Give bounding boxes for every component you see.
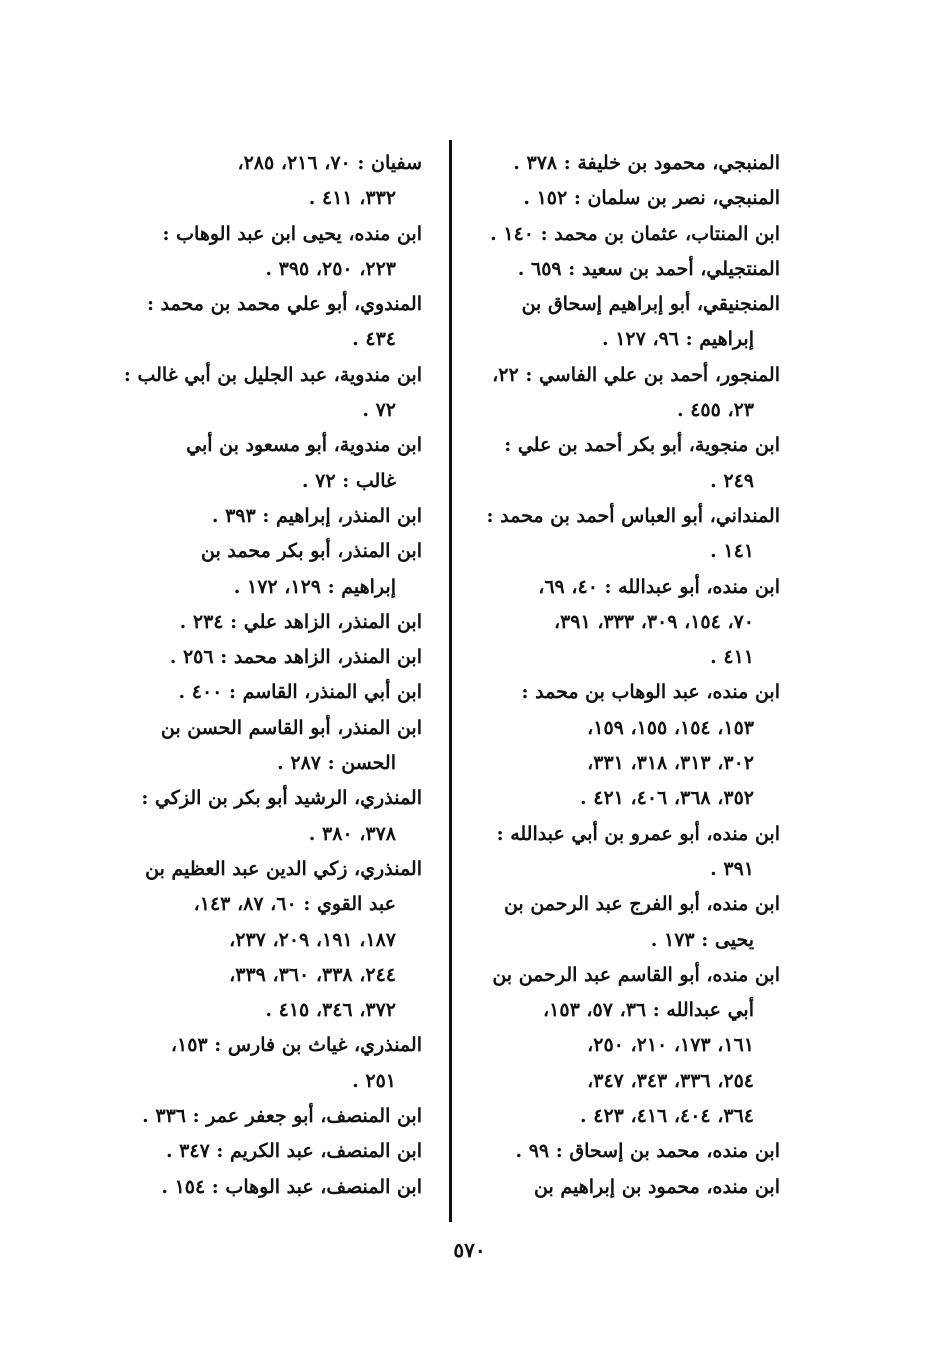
index-entry [472,428,780,499]
index-entry [472,217,780,252]
index-entry [472,570,780,676]
index-entry [112,499,422,534]
index-column-left [112,146,422,1205]
index-entry-continuation: ٣٧٨، ٣٨٠ . [308,822,396,845]
index-entry-line: ابن مندوية، عبد الجليل بن أبي غالب : [123,363,422,386]
index-entry-line: ابن منده، محمود بن إبراهيم بن [533,1175,780,1198]
index-entry [472,675,780,816]
index-entry-continuation: ٢٤٩ . [710,469,754,492]
index-entry-continuation: ١٨٧، ١٩١، ٢٠٩، ٢٣٧، [229,928,396,951]
index-entry [112,781,422,852]
index-entry-line: سفيان : ٧٠، ٢١٦، ٢٨٥، [237,152,422,174]
index-entry-line: المندوي، أبو علي محمد بن محمد : [146,293,422,316]
index-entry [472,1170,780,1205]
index-entry-continuation: عبد القوي : ٦٠، ٨٧، ١٤٣، [193,893,396,916]
column-divider [449,140,452,1222]
index-entry-line: المنبجي، محمود بن خليفة : ٣٧٨ . [513,152,780,174]
index-entry [112,1028,422,1099]
index-entry-continuation: ٣٥٢، ٣٦٨، ٤٠٦، ٤٢١ . [580,787,754,810]
index-entry-line: ابن المنذر، الزاهد محمد : ٢٥٦ . [169,646,422,669]
index-entry [472,358,780,429]
index-entry-continuation: ٢٣، ٤٥٥ . [676,399,754,422]
index-column-right [472,146,780,1205]
index-entry [112,605,422,640]
index-entry-continuation: ٣٦٤، ٤٠٤، ٤١٦، ٤٢٣ . [580,1105,754,1128]
index-entry-line: ابن منده، محمد بن إسحاق : ٩٩ . [515,1140,780,1163]
index-entry-line: المنجنيقي، أبو إبراهيم إسحاق بن [521,293,780,316]
index-entry-continuation: ٧٠، ١٥٤، ٣٠٩، ٣٣٣، ٣٩١، [553,610,754,633]
index-entry [112,852,422,1028]
index-entry [112,534,422,605]
index-entry [112,675,422,710]
index-entry-line: ابن منده، أبو القاسم عبد الرحمن بن [492,963,780,986]
page-number: ٥٧٠ [453,1238,486,1262]
index-entry [472,146,780,181]
index-entry-continuation: ٣٠٢، ٣١٣، ٣١٨، ٣٣١، [587,752,754,775]
index-entry-continuation: يحيى : ١٧٣ . [650,928,754,951]
index-entry [112,711,422,782]
index-entry-line: المنذري، غياث بن فارس : ١٥٣، [170,1034,422,1057]
index-entry-continuation: ٤١١ . [710,646,754,669]
index-entry-continuation: إبراهيم : ٩٦، ١٢٧ . [601,328,754,351]
index-entry [112,428,422,499]
index-entry [112,1170,422,1205]
index-entry [472,287,780,358]
index-entry-continuation: ٣٩١ . [710,857,754,880]
index-entry-line: ابن مندوية، أبو مسعود بن أبي [186,434,422,457]
index-entry [472,958,780,1134]
index-entry-line: المنتجيلي، أحمد بن سعيد : ٦٥٩ . [517,257,780,280]
index-entry [112,1099,422,1134]
index-entry [472,817,780,888]
index-entry-continuation: ٢٢٣، ٢٥٠، ٣٩٥ . [265,257,396,280]
index-entry-line: ابن منده، يحيى ابن عبد الوهاب : [162,222,422,245]
index-entry [112,1134,422,1169]
index-entry-continuation: غالب : ٧٢ . [301,469,396,492]
index-entry-line: المنداني، أبو العباس أحمد بن محمد : [486,504,780,527]
index-entry-line: المنذري، الرشيد أبو بكر بن الزكي : [141,787,422,810]
index-entry [112,358,422,429]
index-entry-continuation: ٣٣٢، ٤١١ . [308,187,396,210]
index-entry [112,217,422,288]
index-entry-line: ابن منده، أبو الفرج عبد الرحمن بن [503,893,780,916]
index-entry-continuation: ١٥٣، ١٥٤، ١٥٥، ١٥٩، [587,716,754,739]
index-entry-line: ابن المنذر، أبو بكر محمد بن [201,540,422,563]
index-entry-continuation: إبراهيم : ١٢٩، ١٧٢ . [233,575,396,598]
index-entry-continuation: ٢٥٤، ٣٣٦، ٣٤٣، ٣٤٧، [587,1069,754,1092]
index-entry [112,640,422,675]
index-entry [112,287,422,358]
index-entry [472,181,780,216]
index-entry [472,252,780,287]
index-entry-continuation: أبي عبدالله : ٣٦، ٥٧، ١٥٣، [543,999,754,1022]
index-entry [112,146,422,217]
index-entry-continuation: ١٤١ . [710,540,754,563]
index-entry-continuation: الحسن : ٢٨٧ . [277,752,396,775]
index-entry [472,1134,780,1169]
index-entry-line: ابن المنصف، عبد الكريم : ٣٤٧ . [165,1140,422,1163]
index-entry-continuation: ٤٣٤ . [352,328,396,351]
index-entry-continuation: ٢٥١ . [352,1069,396,1092]
index-entry-continuation: ١٦١، ١٧٣، ٢١٠، ٢٥٠، [587,1034,754,1057]
index-entry-line: ابن المنذر، الزاهد علي : ٢٣٤ . [179,610,422,633]
index-entry [472,887,780,958]
index-entry-line: المنذري، زكي الدين عبد العظيم بن [145,857,422,880]
index-entry-line: ابن منده، عبد الوهاب بن محمد : [521,681,780,704]
index-entry-line: المنجور، أحمد بن علي الفاسي : ٢٢، [492,363,780,386]
index-entry-continuation: ٧٢ . [362,399,396,422]
index-entry-line: ابن المنصف، عبد الوهاب : ١٥٤ . [161,1175,422,1198]
index-entry-line: ابن منده، أبو عمرو بن أبي عبدالله : [496,822,780,845]
index-entry-line: ابن منجوية، أبو بكر أحمد بن علي : [504,434,780,457]
index-entry [472,499,780,570]
index-entry-line: ابن المنذر، أبو القاسم الحسن بن [160,716,422,739]
index-entry-line: ابن المنذر، إبراهيم : ٣٩٣ . [211,504,422,527]
index-entry-line: المنبجي، نصر بن سلمان : ١٥٢ . [523,187,780,210]
index-entry-line: ابن المنتاب، عثمان بن محمد : ١٤٠ . [490,222,780,245]
index-entry-continuation: ٣٧٢، ٣٤٦، ٤١٥ . [265,999,396,1022]
index-entry-continuation: ٢٤٤، ٣٣٨، ٣٦٠، ٣٣٩، [229,963,396,986]
index-entry-line: ابن أبي المنذر، القاسم : ٤٠٠ . [178,681,422,704]
index-entry-line: ابن منده، أبو عبدالله : ٤٠، ٦٩، [538,575,780,598]
index-entry-line: ابن المنصف، أبو جعفر عمر : ٣٣٦ . [142,1105,422,1128]
